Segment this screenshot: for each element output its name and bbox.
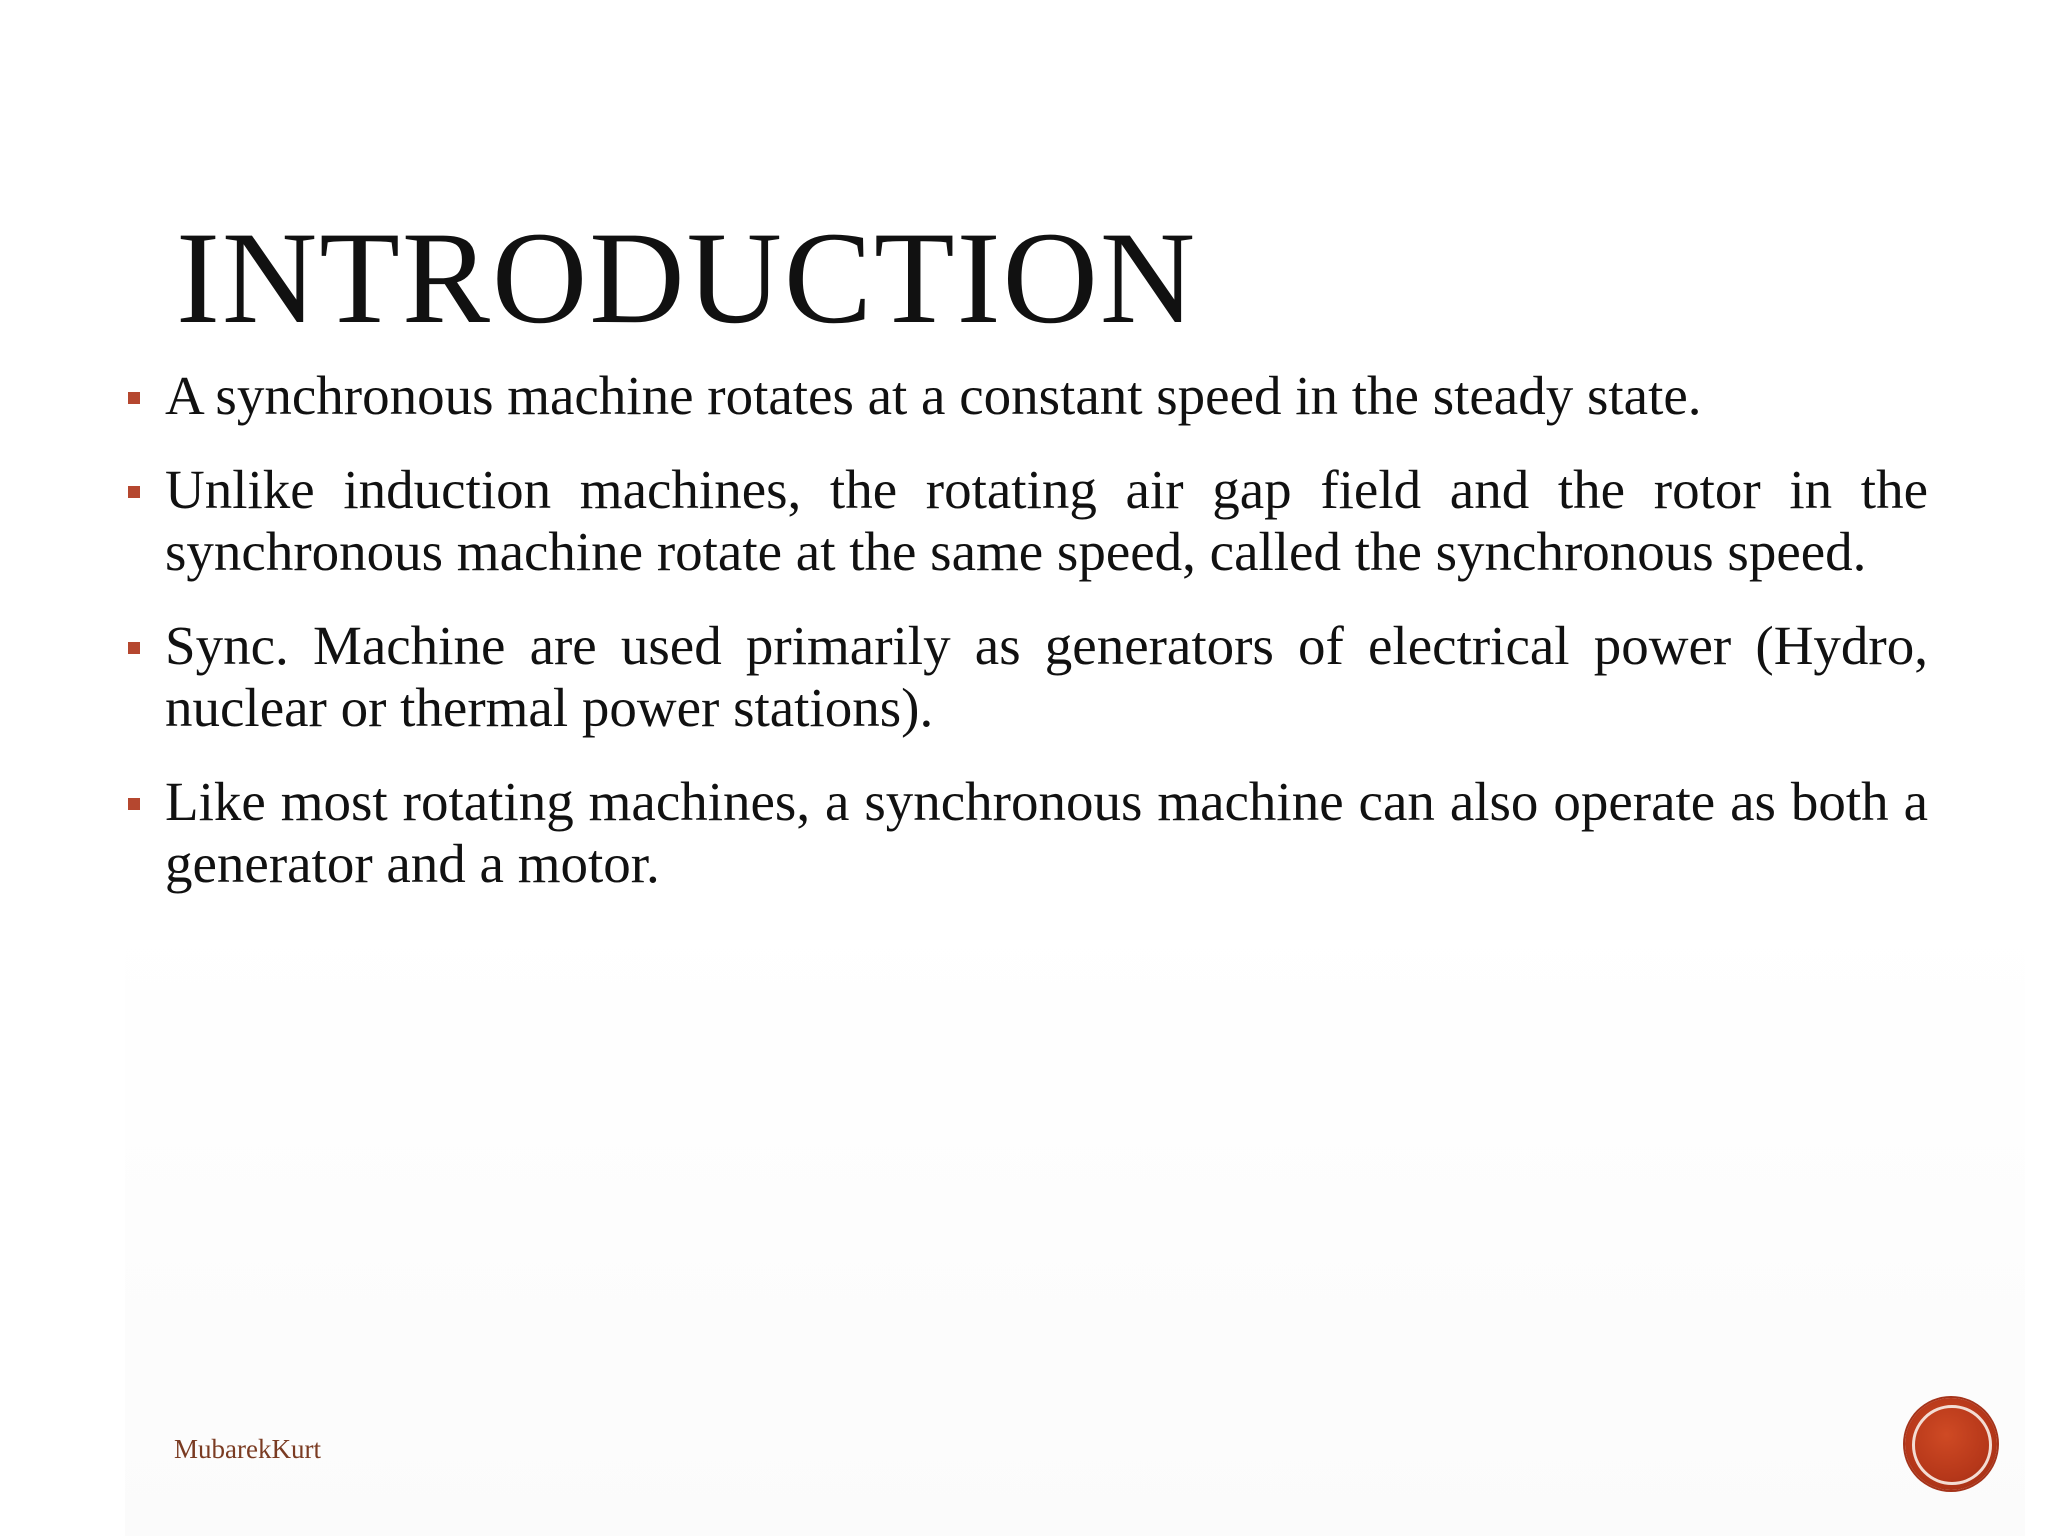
bullet-item	[120, 771, 1928, 895]
bullet-list	[120, 365, 1928, 927]
bullet-text: Unlike induction machines, the rotating air gap field and the rotor in the synchronous machine rotate at the same speed, called the synchronous speed.	[165, 459, 1928, 582]
square-bullet-icon	[128, 392, 140, 404]
footer-author: MubarekKurt	[174, 1434, 321, 1464]
slide-number-badge-icon	[1905, 1398, 1997, 1490]
square-bullet-icon	[128, 486, 140, 498]
bullet-item	[120, 615, 1928, 739]
bullet-text: Like most rotating machines, a synchronous machine can also operate as both a generator and a motor.	[165, 771, 1928, 894]
bullet-item	[120, 365, 1928, 427]
square-bullet-icon	[128, 798, 140, 810]
badge-ring	[1912, 1405, 1992, 1485]
bullet-text: Sync. Machine are used primarily as generators of electrical power (Hydro, nuclear or thermal power stations).	[165, 615, 1928, 738]
bullet-text: A synchronous machine rotates at a constant speed in the steady state.	[165, 365, 1702, 426]
square-bullet-icon	[128, 642, 140, 654]
slide-title: INTRODUCTION	[176, 204, 1198, 351]
bullet-item	[120, 459, 1928, 583]
